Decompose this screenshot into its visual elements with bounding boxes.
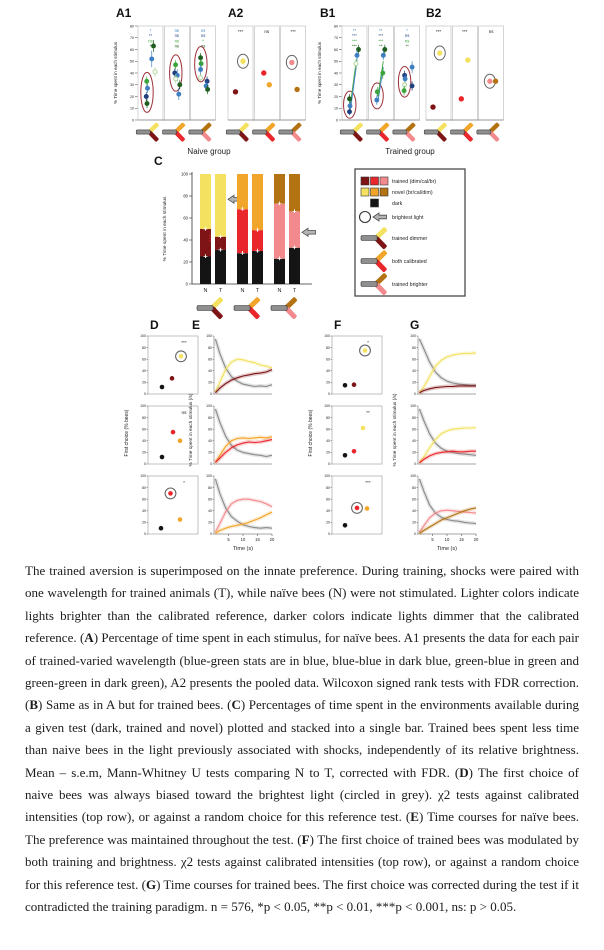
svg-text:100: 100 [410, 474, 416, 479]
data-point [159, 526, 164, 531]
svg-text:0: 0 [144, 462, 146, 467]
svg-text:*: * [183, 481, 185, 486]
svg-text:80: 80 [130, 24, 134, 29]
bar-segment [252, 174, 263, 230]
data-point [348, 97, 352, 101]
data-point [146, 86, 150, 90]
brightest-arrow-icon [302, 228, 316, 236]
svg-text:10: 10 [444, 537, 450, 542]
svg-text:40: 40 [142, 369, 146, 373]
svg-text:20: 20 [412, 450, 416, 455]
svg-text:ns: ns [200, 28, 206, 33]
svg-text:***: *** [365, 481, 371, 486]
svg-text:80: 80 [208, 415, 212, 420]
svg-text:60: 60 [326, 497, 330, 502]
data-point [402, 89, 406, 93]
svg-text:40: 40 [326, 439, 330, 443]
legend-swatch [361, 177, 369, 185]
svg-text:% Time spent in each stimulus: % Time spent in each stimulus [113, 41, 118, 105]
svg-text:ns: ns [174, 38, 180, 44]
svg-text:40: 40 [334, 71, 338, 76]
maze-icon-brighter [189, 122, 212, 142]
svg-text:0: 0 [144, 392, 146, 397]
data-point [267, 83, 271, 87]
data-point [145, 102, 149, 106]
data-point [355, 53, 359, 57]
svg-text:100: 100 [140, 334, 146, 339]
svg-text:First choice (% bees): First choice (% bees) [124, 409, 130, 457]
data-point [295, 87, 299, 91]
maze-icon-calibrated [253, 122, 276, 142]
naive-group-label: Naive group [187, 147, 231, 156]
svg-text:20: 20 [473, 537, 479, 542]
svg-text:60: 60 [334, 47, 338, 52]
data-point [178, 439, 183, 444]
svg-text:***: *** [283, 225, 290, 233]
svg-text:ns: ns [174, 28, 180, 33]
data-point [352, 449, 357, 454]
bar-segment [215, 174, 226, 237]
svg-text:80: 80 [412, 485, 416, 490]
svg-text:***: *** [181, 341, 187, 346]
data-point [170, 376, 175, 381]
data-point [160, 455, 165, 460]
panel-e-chart [186, 330, 278, 552]
svg-text:15: 15 [459, 537, 464, 542]
data-point [179, 354, 184, 359]
svg-text:% Time spent in each stimulus: % Time spent in each stimulus (/s) [393, 393, 398, 467]
svg-text:40: 40 [412, 369, 416, 373]
svg-text:both calibrated: both calibrated [392, 259, 427, 265]
svg-text:20: 20 [130, 94, 134, 99]
svg-text:trained (dim/cal/br): trained (dim/cal/br) [392, 179, 437, 185]
svg-text:60: 60 [142, 497, 146, 502]
svg-text:100: 100 [410, 334, 416, 339]
svg-text:***: *** [209, 233, 216, 242]
data-point [178, 517, 183, 522]
svg-text:ns: ns [200, 43, 206, 49]
panel-label-f: F [334, 318, 342, 332]
svg-text:ns: ns [264, 29, 270, 34]
svg-text:40: 40 [412, 509, 416, 513]
data-point [403, 83, 407, 87]
svg-text:70: 70 [334, 36, 338, 41]
svg-text:*: * [149, 28, 152, 33]
svg-text:40: 40 [208, 439, 212, 443]
svg-text:40: 40 [326, 509, 330, 513]
svg-text:20: 20 [326, 520, 330, 525]
svg-text:% Time spent in each stimulus: % Time spent in each stimulus (/s) [189, 393, 194, 467]
data-point [431, 105, 435, 109]
svg-text:80: 80 [326, 415, 330, 420]
svg-text:80: 80 [326, 485, 330, 490]
bar-segment [200, 174, 211, 229]
data-point [205, 79, 209, 83]
svg-text:0: 0 [328, 392, 330, 397]
svg-text:ns: ns [404, 33, 410, 39]
panel-label-a2: A2 [228, 6, 244, 20]
legend-swatch [361, 188, 369, 196]
svg-text:0: 0 [132, 118, 134, 123]
svg-text:brightest light: brightest light [392, 215, 424, 221]
data-point [171, 430, 176, 435]
bar-segment [200, 257, 211, 285]
svg-text:ns: ns [404, 38, 410, 44]
svg-text:ns: ns [200, 33, 206, 39]
svg-text:50: 50 [334, 59, 338, 64]
maze-icon-dimmer [197, 297, 224, 320]
svg-text:trained brighter: trained brighter [392, 282, 428, 288]
data-point [206, 87, 210, 91]
maze-icon-calibrated [367, 122, 390, 142]
maze-icon-dimmer [136, 122, 159, 142]
svg-text:80: 80 [208, 345, 212, 350]
maze-icon-calibrated [451, 122, 474, 142]
svg-text:% Time spent in each stimulus: % Time spent in each stimulus [163, 196, 168, 262]
legend-swatch [371, 199, 379, 207]
data-point [262, 71, 266, 75]
svg-text:N: N [277, 288, 282, 294]
svg-text:40: 40 [412, 439, 416, 443]
svg-text:***: *** [352, 43, 357, 49]
data-point [354, 62, 358, 66]
svg-text:100: 100 [324, 404, 330, 409]
data-point [177, 92, 181, 96]
data-point [365, 506, 370, 511]
data-point [466, 58, 470, 62]
svg-text:80: 80 [183, 193, 188, 199]
svg-text:20: 20 [142, 380, 146, 385]
svg-text:**: ** [379, 43, 383, 49]
svg-text:ns: ns [174, 33, 180, 39]
svg-text:60: 60 [412, 497, 416, 502]
svg-text:100: 100 [410, 404, 416, 409]
data-point [381, 53, 385, 57]
svg-text:0: 0 [414, 532, 416, 537]
data-point [410, 84, 414, 88]
data-point [375, 90, 379, 94]
svg-text:20: 20 [208, 520, 212, 525]
svg-text:trained dimmer: trained dimmer [392, 236, 428, 242]
svg-text:*: * [149, 43, 152, 49]
svg-text:100: 100 [206, 404, 212, 409]
maze-icon-calibrated [234, 297, 261, 320]
panel-a2-chart [226, 20, 306, 144]
svg-text:***: *** [378, 38, 384, 44]
svg-text:30: 30 [130, 83, 134, 88]
svg-text:20: 20 [412, 520, 416, 525]
bar-segment [274, 259, 285, 284]
svg-text:60: 60 [326, 427, 330, 432]
maze-icon-calibrated [163, 122, 186, 142]
bar-segment [289, 248, 300, 284]
svg-text:0: 0 [210, 462, 212, 467]
svg-text:***: *** [352, 38, 357, 44]
svg-text:80: 80 [412, 415, 416, 420]
panel-label-c: C [154, 154, 163, 168]
bar-segment [252, 230, 263, 251]
data-point [241, 59, 245, 63]
svg-text:20: 20 [142, 520, 146, 525]
svg-text:20: 20 [183, 259, 188, 265]
bar-segment [252, 251, 263, 284]
svg-text:novel (br/cal/dim): novel (br/cal/dim) [392, 190, 433, 196]
svg-text:ns: ns [148, 38, 153, 44]
data-point [352, 382, 357, 387]
svg-text:40: 40 [130, 71, 134, 76]
svg-text:N: N [203, 288, 208, 294]
svg-text:60: 60 [412, 427, 416, 432]
data-point [343, 383, 348, 388]
svg-text:0: 0 [336, 118, 338, 123]
data-point [375, 98, 379, 102]
svg-text:First choice (% bees): First choice (% bees) [308, 409, 314, 457]
data-point [145, 79, 149, 83]
svg-text:20: 20 [269, 537, 275, 542]
data-point [150, 57, 154, 61]
svg-text:80: 80 [326, 345, 330, 350]
svg-text:100: 100 [324, 474, 330, 479]
svg-text:60: 60 [208, 427, 212, 432]
svg-text:0: 0 [144, 532, 146, 537]
maze-icon-brighter [271, 297, 298, 320]
svg-text:50: 50 [130, 59, 134, 64]
panel-label-g: G [410, 318, 420, 332]
legend-swatch [371, 188, 379, 196]
svg-text:40: 40 [208, 509, 212, 513]
figure-legend [354, 168, 466, 298]
data-point [438, 51, 442, 55]
data-point [459, 97, 463, 101]
svg-text:80: 80 [142, 415, 146, 420]
svg-text:dark: dark [392, 201, 403, 207]
svg-text:***: *** [378, 33, 384, 39]
data-point [343, 523, 348, 528]
svg-text:20: 20 [208, 380, 212, 385]
data-point [199, 76, 203, 80]
svg-text:30: 30 [334, 83, 338, 88]
figure-caption: The trained aversion is superimposed on the innate preference. During training, shocks were paired with one wavelength for trained animals (T), while naïve bees (N) were not stimulated. Lighter colors indicate lights brighter than the calibrated reference, darker colors indicate lights dimmer that the calibrated reference. (A) Percentage of time spent in each stimulus, for naïve bees. A1 presents the data for each pair of trained-varied wavelength (blue-green stats are in blue, blue-blue in dark blue, green-blue in green and green-green in dark green), A2 presents the pooled data. Wilcoxon signed rank tests with FDR correction. (B) Same as in A but for trained bees. (C) Percentages of time spent in the environments available during a given test (dark, trained and novel) plotted and stacked into a single bar. Trained bees spent less time than naive bees in the light previously associated with shocks, independently of its relative brightness. Mean – s.e.m, Mann-Whitney U tests comparing N to T, corrected with FDR. (D) The first choice of naive bees was always biased toward the brightest light (circled in grey). χ2 tests against calibrated intensities (top row), or against a random choice for this reference test. (E) Time courses for naïve bees. The preference was maintained throughout the test. (F) The first choice of trained bees was modulated by both training and brightness. χ2 tests against calibrated intensities (top row), or against a random choice for this reference test. (G) Time courses for trained bees. The first choice was corrected during the test if it contradicted the training paradigm. n = 576, *p < 0.05, **p < 0.01, ***p < 0.001, ns: p > 0.05. [25, 563, 580, 915]
svg-text:60: 60 [208, 357, 212, 362]
svg-text:100: 100 [140, 474, 146, 479]
panel-a1-chart [112, 20, 218, 144]
svg-text:N: N [240, 288, 245, 294]
svg-text:60: 60 [142, 427, 146, 432]
svg-text:40: 40 [183, 237, 188, 243]
svg-text:20: 20 [142, 450, 146, 455]
panel-label-a1: A1 [116, 6, 132, 20]
maze-icon-brighter [393, 122, 416, 142]
svg-text:0: 0 [210, 532, 212, 537]
panel-b1-chart [316, 20, 422, 144]
data-point [361, 426, 366, 431]
data-point [348, 110, 352, 114]
svg-text:60: 60 [412, 357, 416, 362]
data-point [493, 79, 497, 83]
svg-text:80: 80 [142, 345, 146, 350]
data-point [199, 67, 203, 71]
svg-text:100: 100 [206, 474, 212, 479]
data-point [174, 63, 178, 67]
svg-text:0: 0 [414, 462, 416, 467]
svg-text:80: 80 [142, 485, 146, 490]
svg-text:40: 40 [142, 509, 146, 513]
svg-text:10: 10 [334, 106, 338, 111]
svg-text:**: ** [405, 43, 409, 49]
svg-text:ns: ns [181, 411, 187, 416]
svg-text:0: 0 [328, 462, 330, 467]
data-point [168, 491, 173, 496]
svg-text:ns: ns [174, 43, 180, 49]
bar-segment [215, 250, 226, 284]
panel-c-chart [160, 166, 322, 324]
svg-text:40: 40 [142, 439, 146, 443]
svg-text:80: 80 [412, 345, 416, 350]
bar-segment [289, 174, 300, 211]
panel-label-e: E [192, 318, 201, 332]
svg-text:5: 5 [227, 537, 230, 542]
svg-text:40: 40 [326, 369, 330, 373]
svg-text:***: *** [246, 232, 253, 241]
svg-text:60: 60 [142, 357, 146, 362]
svg-text:70: 70 [130, 36, 134, 41]
svg-text:Time (s): Time (s) [233, 546, 253, 552]
data-point [355, 506, 360, 511]
svg-text:T: T [218, 288, 223, 294]
maze-icon-dimmer [340, 122, 363, 142]
svg-text:*: * [202, 38, 204, 44]
svg-text:***: *** [462, 29, 468, 34]
data-point [160, 385, 165, 390]
svg-text:Time (s): Time (s) [437, 546, 457, 552]
svg-text:40: 40 [208, 369, 212, 373]
svg-text:**: ** [148, 33, 153, 39]
svg-text:***: *** [237, 29, 244, 34]
svg-text:60: 60 [130, 47, 134, 52]
svg-text:60: 60 [208, 497, 212, 502]
svg-text:0: 0 [185, 281, 188, 287]
svg-text:60: 60 [183, 215, 188, 221]
svg-text:**: ** [379, 28, 383, 33]
svg-text:***: *** [246, 189, 253, 198]
svg-text:% Time spent in each stimulus: % Time spent in each stimulus [317, 41, 322, 105]
panel-label-d: D [150, 318, 159, 332]
svg-text:20: 20 [412, 380, 416, 385]
svg-text:20: 20 [326, 380, 330, 385]
svg-text:20: 20 [208, 450, 212, 455]
svg-text:*: * [406, 28, 408, 33]
data-point [178, 83, 182, 87]
data-point [199, 62, 203, 66]
svg-text:100: 100 [181, 171, 188, 177]
svg-text:80: 80 [334, 24, 338, 29]
bar-segment [237, 209, 248, 253]
data-point [174, 77, 178, 81]
panel-label-b1: B1 [320, 6, 336, 20]
data-point [381, 71, 385, 75]
maze-icon-brighter [279, 122, 302, 142]
svg-text:***: *** [352, 33, 357, 39]
trained-group-label: Trained group [385, 147, 435, 156]
svg-text:***: *** [290, 29, 296, 34]
data-point [290, 60, 294, 64]
data-point [199, 56, 203, 60]
svg-text:100: 100 [206, 334, 212, 339]
maze-icon-brighter [477, 122, 500, 142]
panel-b2-chart [424, 20, 504, 144]
svg-text:T: T [255, 288, 260, 294]
svg-text:**: ** [352, 28, 357, 33]
svg-text:0: 0 [210, 392, 212, 397]
data-point [403, 77, 407, 81]
panel-g-chart [390, 330, 482, 552]
bar-segment [289, 211, 300, 247]
data-point [233, 90, 237, 94]
svg-text:0: 0 [328, 532, 330, 537]
svg-text:60: 60 [326, 357, 330, 362]
svg-text:20: 20 [334, 94, 338, 99]
data-point [410, 65, 414, 69]
data-point [144, 95, 148, 99]
svg-text:80: 80 [208, 485, 212, 490]
series-line [215, 339, 272, 387]
svg-text:**: ** [366, 411, 370, 416]
legend-swatch [380, 188, 388, 196]
svg-text:15: 15 [255, 537, 260, 542]
data-point [488, 79, 492, 83]
svg-text:***: *** [435, 29, 442, 34]
data-point [348, 104, 352, 108]
svg-text:T: T [292, 288, 297, 294]
maze-icon-dimmer [424, 122, 447, 142]
svg-text:ns: ns [488, 29, 494, 34]
bar-segment [237, 253, 248, 284]
svg-text:20: 20 [326, 450, 330, 455]
svg-text:100: 100 [140, 404, 146, 409]
panel-f-chart [306, 330, 390, 536]
maze-icon-dimmer [226, 122, 249, 142]
panel-label-b2: B2 [426, 6, 442, 20]
legend-swatch [380, 177, 388, 185]
data-point [343, 453, 348, 458]
svg-text:10: 10 [240, 537, 246, 542]
svg-text:10: 10 [130, 106, 134, 111]
data-point [153, 70, 157, 74]
data-point [363, 348, 368, 353]
svg-text:0: 0 [414, 392, 416, 397]
bar-segment [274, 174, 285, 204]
data-point [149, 43, 156, 49]
svg-text:5: 5 [431, 537, 434, 542]
svg-text:*: * [367, 341, 369, 346]
svg-text:100: 100 [324, 334, 330, 339]
legend-swatch [371, 177, 379, 185]
